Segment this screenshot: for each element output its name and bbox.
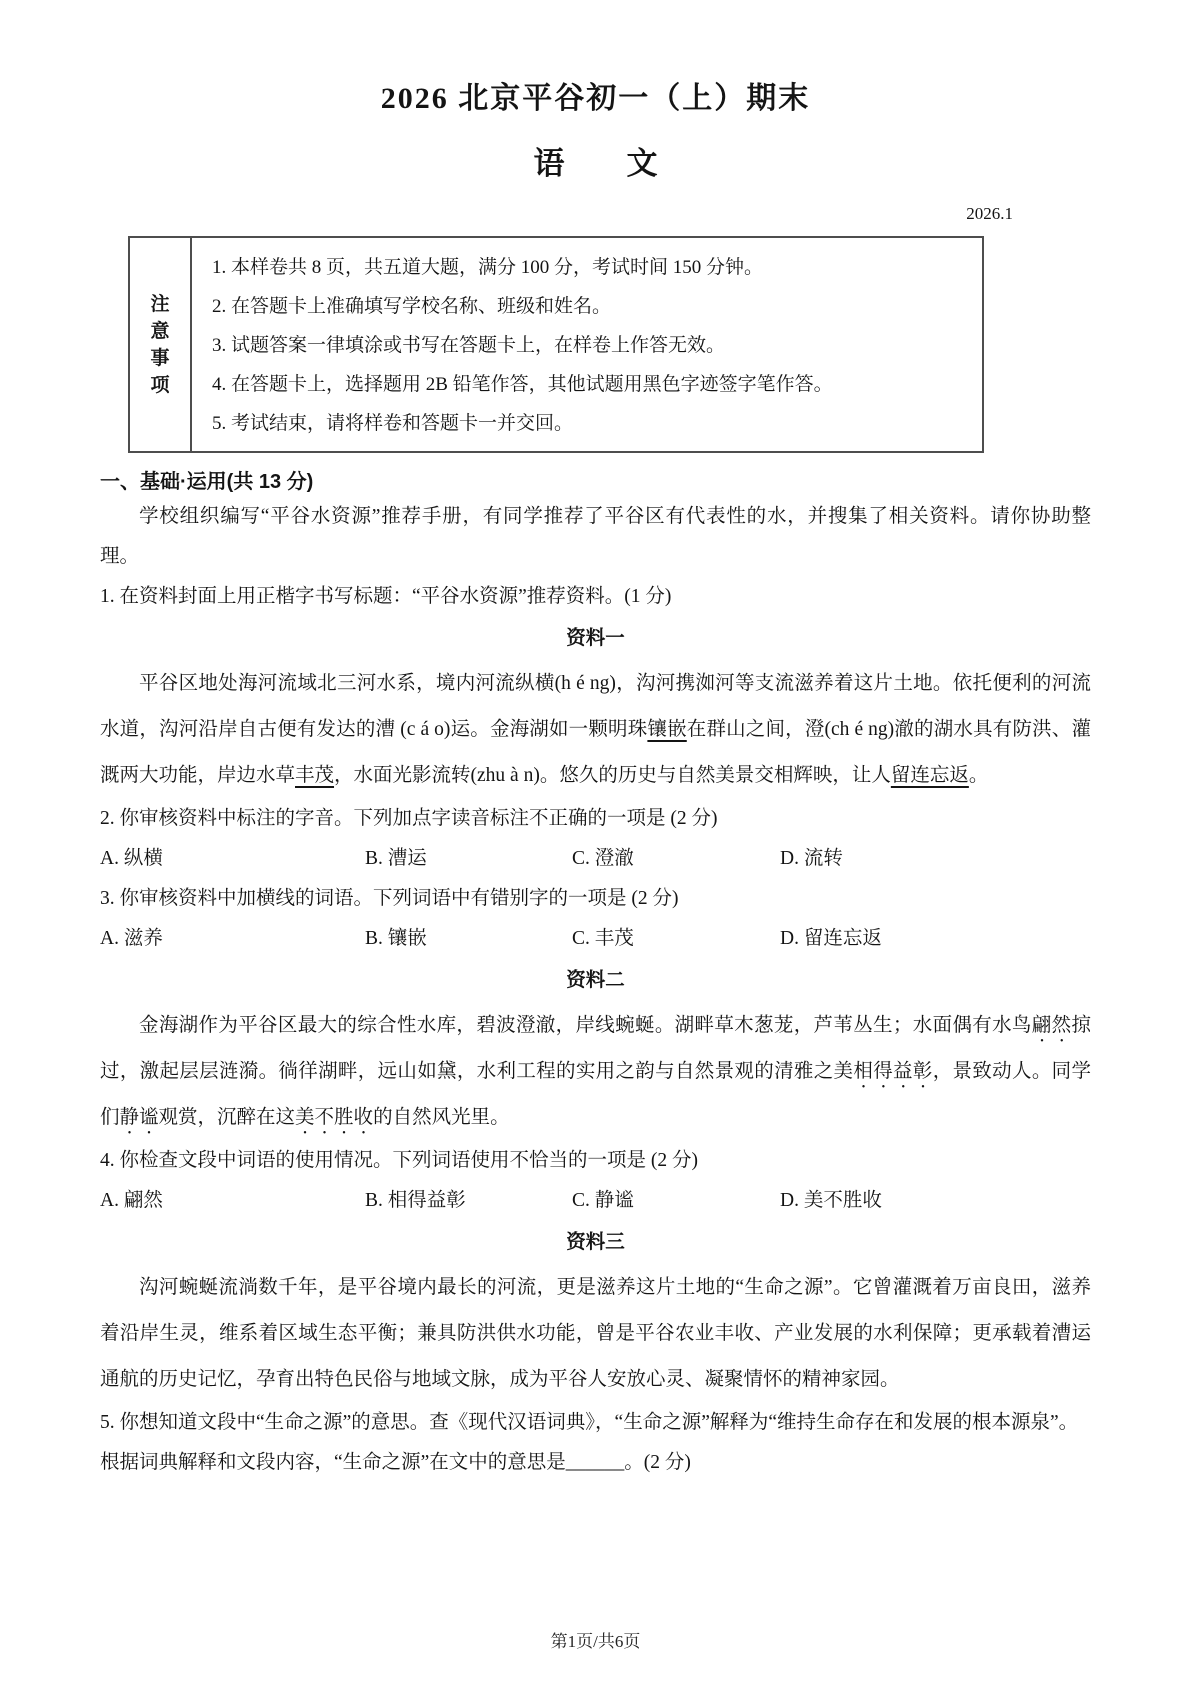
option-b: B. 漕运 <box>365 848 427 869</box>
section-heading: 一、基础·运用(共 13 分) <box>100 471 314 493</box>
dotted-term: 翩然 <box>1031 1015 1072 1036</box>
option-d: D. 美不胜收 <box>780 1190 882 1211</box>
question-4-options <box>100 1181 1091 1221</box>
text-segment: 掠过，激起层层涟漪。徜徉湖畔，远山如黛，水利工程的实用之韵与自然景观的清雅之美 <box>100 1015 1091 1082</box>
question-5-stem: 5. 你想知道文段中“生命之源”的意思。查《现代汉语词典》，“生命之源”解释为“维持生命存在和发展的根本源泉”。根据词典解释和文段内容，“生命之源”在文中的意思是______。(2 分) <box>100 1412 1079 1473</box>
material-2-text <box>100 1003 1091 1141</box>
material-2-heading: 资料二 <box>566 970 625 991</box>
notice-label-cell <box>130 238 192 451</box>
text-segment: 金海湖作为平谷区最大的综合性水库，碧波澄澈，岸线蜿蜒。湖畔草木葱茏，芦苇丛生；水面偶有水鸟 <box>139 1015 1032 1036</box>
text-segment: 在群山之间，澄(ch é ng)澈的湖水具有防洪、灌溉两大功能，岸边水草 <box>100 719 1091 786</box>
material-3-heading: 资料三 <box>566 1232 625 1253</box>
text-segment: ，水面光影流转(zhu à n)。悠久的历史与自然美景交相辉映，让人 <box>334 765 891 786</box>
material-1-heading: 资料一 <box>566 628 625 649</box>
question-1-stem: 1. 在资料封面上用正楷字书写标题：“平谷水资源”推荐资料。(1 分) <box>100 586 672 607</box>
text-segment: 。 <box>968 765 989 786</box>
option-c: C. 丰茂 <box>572 928 634 949</box>
option-a: A. 纵横 <box>100 848 163 869</box>
question-2-options <box>100 839 1091 879</box>
dotted-term: 美不胜收 <box>295 1107 374 1128</box>
exam-title: 2026 北京平谷初一（上）期末 <box>380 82 811 115</box>
notice-label: 注意事项 <box>150 293 170 396</box>
dotted-term: 相得益彰 <box>853 1061 933 1082</box>
question-2-stem: 2. 你审核资料中标注的字音。下列加点字读音标注不正确的一项是 (2 分) <box>100 808 718 829</box>
notice-items <box>192 238 982 451</box>
option-d: D. 流转 <box>780 848 843 869</box>
option-a: A. 滋养 <box>100 928 163 949</box>
notice-item-5: 5. 考试结束，请将样卷和答题卡一并交回。 <box>212 413 574 434</box>
text-segment: ，景致动人。同学们 <box>100 1061 1091 1128</box>
notice-box <box>128 236 984 453</box>
notice-item-3: 3. 试题答案一律填涂或书写在答题卡上，在样卷上作答无效。 <box>212 335 726 356</box>
notice-item-1: 1. 本样卷共 8 页，共五道大题，满分 100 分，考试时间 150 分钟。 <box>212 257 764 278</box>
option-d: D. 留连忘返 <box>780 928 882 949</box>
underlined-term: 丰茂 <box>295 765 335 786</box>
question-4-stem: 4. 你检查文段中词语的使用情况。下列词语使用不恰当的一项是 (2 分) <box>100 1150 698 1171</box>
option-b: B. 镶嵌 <box>365 928 427 949</box>
option-c: C. 静谧 <box>572 1190 634 1211</box>
notice-item-4: 4. 在答题卡上，选择题用 2B 铅笔作答，其他试题用黑色字迹签字笔作答。 <box>212 374 833 395</box>
exam-subject: 语 文 <box>533 146 658 181</box>
section-intro: 学校组织编写“平谷水资源”推荐手册，有同学推荐了平谷区有代表性的水，并搜集了相关资料。请你协助整理。 <box>100 506 1091 567</box>
text-segment: 平谷区地处海河流域北三河水系，境内河流纵横(h é ng)，沟河携洳河等支流滋养着这片土地。依托便利的河流水道，沟河沿岸自古便有发达的漕 (c á o)运。金海湖如一颗明珠 <box>100 673 1091 740</box>
text-segment: 的自然风光里。 <box>373 1107 510 1128</box>
text-segment: 观赏，沉醉在这 <box>158 1107 296 1128</box>
option-a: A. 翩然 <box>100 1190 163 1211</box>
question-3-stem: 3. 你审核资料中加横线的词语。下列词语中有错别字的一项是 (2 分) <box>100 888 679 909</box>
material-1-text <box>100 661 1091 799</box>
page-number: 第1页/共6页 <box>550 1632 641 1651</box>
option-c: C. 澄澈 <box>572 848 634 869</box>
underlined-term: 留连忘返 <box>890 765 969 786</box>
question-3-options <box>100 919 1091 959</box>
material-3-text: 沟河蜿蜒流淌数千年，是平谷境内最长的河流，更是滋养这片土地的“生命之源”。它曾灌溉着万亩良田，滋养着沿岸生灵，维系着区域生态平衡；兼具防洪供水功能，曾是平谷农业丰收、产业发展的水利保障；更承载着漕运通航的历史记忆，孕育出特色民俗与地域文脉，成为平谷人安放心灵、凝聚情怀的精神家园。 <box>100 1277 1091 1390</box>
option-b: B. 相得益彰 <box>365 1190 466 1211</box>
exam-date: 2026.1 <box>966 204 1013 223</box>
dotted-term: 静谧 <box>119 1107 159 1128</box>
underlined-term: 镶嵌 <box>647 719 687 740</box>
notice-item-2: 2. 在答题卡上准确填写学校名称、班级和姓名。 <box>212 296 612 317</box>
